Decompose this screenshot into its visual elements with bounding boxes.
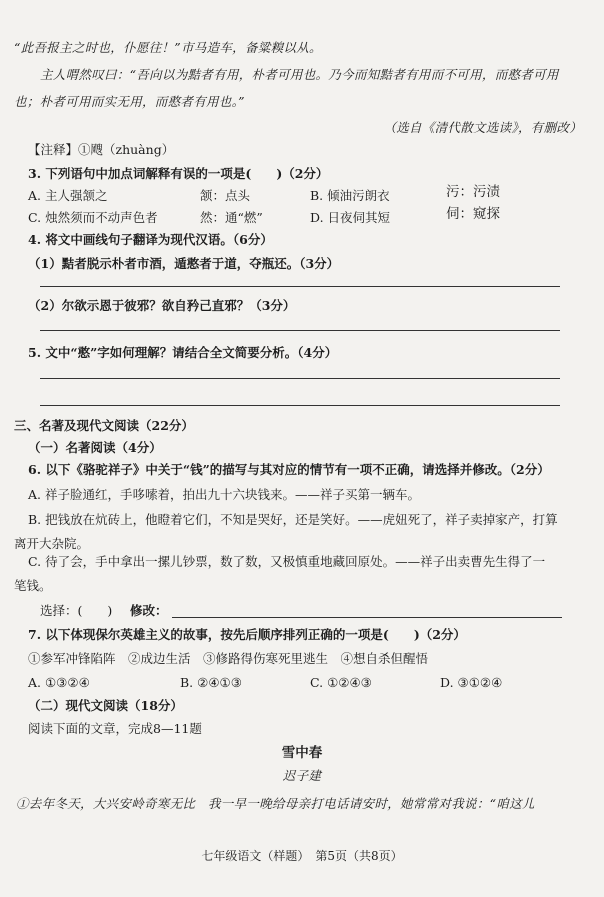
story-author: 迟子建 <box>282 768 322 783</box>
fix-answer-line[interactable] <box>172 617 562 618</box>
modern-reading-heading: （二）现代文阅读（18分） <box>28 698 183 713</box>
page-footer: 七年级语文（样题） 第5页（共8页） <box>201 849 403 863</box>
annotation-note: 【注释】①飕（zhuàng） <box>28 142 175 157</box>
reading-instruction: 阅读下面的文章，完成8—11题 <box>28 721 202 736</box>
q3-option-d-gloss: 伺：窥探 <box>446 206 500 222</box>
q3-option-c-gloss: 然：通“燃” <box>200 210 263 225</box>
q6-fix-label: 修改： <box>130 603 168 618</box>
q6-option-c-line-2: 笔钱。 <box>14 578 52 593</box>
q4-sentence-2: （2）尔欲示恩于彼邪？欲自矜己直邪？（3分） <box>28 298 296 313</box>
section-3-title: 三、名著及现代文阅读（22分） <box>14 418 194 433</box>
famous-books-heading: （一）名著阅读（4分） <box>28 440 162 455</box>
answer-line[interactable] <box>40 286 560 287</box>
answer-line[interactable] <box>40 330 560 331</box>
passage-line-3: 也；朴者可用而实无用，而憨者有用也。” <box>14 94 245 109</box>
passage-source: （选自《清代散文选读》，有删改） <box>383 120 582 135</box>
q3-option-b: B. 倾油污朗衣 <box>310 188 390 203</box>
q3-option-c: C. 烛然须而不动声色者 <box>28 210 158 225</box>
q6-option-a: A. 祥子脸通红，手哆嗦着，拍出九十六块钱来。——祥子买第一辆车。 <box>28 487 420 502</box>
q7-items: ①参军冲锋陷阵 ②成边生活 ③修路得伤寒死里逃生 ④想自杀但醒悟 <box>28 651 429 666</box>
story-line-1: ①去年冬天，大兴安岭奇寒无比 我一早一晚给母亲打电话请安时，她常常对我说：“咱这儿 <box>16 796 535 811</box>
q3-option-a-gloss: 颔：点头 <box>200 188 251 203</box>
q3-option-d: D. 日夜伺其短 <box>310 210 391 225</box>
q7-option-b: B. ②④①③ <box>180 675 242 690</box>
q6-option-b-line-1: B. 把钱放在炕砖上，他瞪着它们，不知是哭好，还是笑好。——虎妞死了，祥子卖掉家产，打算 <box>28 512 558 527</box>
question-7-stem: 7. 以下体现保尔英雄主义的故事，按先后顺序排列正确的一项是( )（2分） <box>28 627 466 642</box>
q6-option-c-line-1: C. 待了会，手中拿出一摞儿钞票，数了数，又极慎重地藏回原处。——祥子出卖曹先生得了一 <box>28 554 546 569</box>
q7-option-c: C. ①②④③ <box>310 675 372 690</box>
q7-option-d: D. ③①②④ <box>440 675 503 690</box>
question-4-stem: 4. 将文中画线句子翻译为现代汉语。（6分） <box>28 232 273 247</box>
q7-option-a: A. ①③②④ <box>28 675 90 690</box>
story-title: 雪中春 <box>281 745 323 761</box>
passage-line-1: “此吾报主之时也，仆愿往！”市马造车，备粱糗以从。 <box>14 40 322 55</box>
q3-option-b-gloss: 污：污渍 <box>446 184 500 200</box>
q4-sentence-1: （1）黠者脱示朴者市酒，遁憨者于道，夺瓶还。（3分） <box>28 256 340 271</box>
question-6-stem: 6. 以下《骆驼祥子》中关于“钱”的描写与其对应的情节有一项不正确，请选择并修改。（2分） <box>28 462 550 477</box>
question-5-stem: 5. 文中“憨”字如何理解？请结合全文简要分析。（4分） <box>28 345 338 360</box>
question-3-stem: 3. 下列语句中加点词解释有误的一项是( )（2分） <box>28 166 329 181</box>
q6-option-b-line-2: 离开大杂院。 <box>14 536 90 551</box>
answer-line[interactable] <box>40 378 560 379</box>
q6-choose-label: 选择：( ) <box>40 603 113 618</box>
q3-option-a: A. 主人强颔之 <box>28 188 108 203</box>
answer-line[interactable] <box>40 405 560 406</box>
passage-line-2: 主人喟然叹曰：“吾向以为黠者有用，朴者可用也。乃今而知黠者有用而不可用，而憨者可用 <box>40 67 559 82</box>
